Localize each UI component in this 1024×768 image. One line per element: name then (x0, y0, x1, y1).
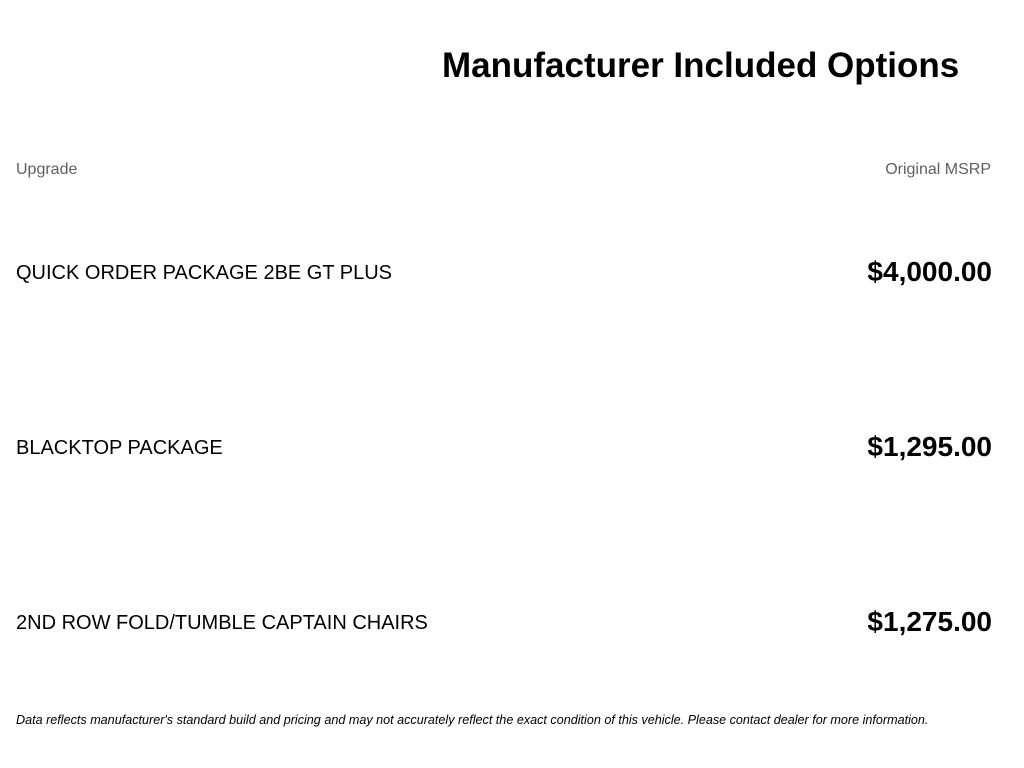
option-price: $4,000.00 (867, 256, 992, 287)
option-price: $1,295.00 (867, 431, 992, 462)
option-row (16, 427, 992, 467)
msrp-column-header: Original MSRP (885, 161, 991, 178)
option-price: $1,275.00 (867, 606, 992, 637)
option-row (16, 602, 992, 642)
option-name: 2ND ROW FOLD/TUMBLE CAPTAIN CHAIRS (16, 612, 428, 634)
page-title: Manufacturer Included Options (442, 46, 960, 85)
option-name: QUICK ORDER PACKAGE 2BE GT PLUS (16, 262, 393, 284)
option-name: BLACKTOP PACKAGE (16, 437, 223, 459)
disclaimer-text: Data reflects manufacturer's standard build and pricing and may not accurately reflect the exact condition of this vehicle. Please contact dealer for more information. (16, 713, 929, 727)
upgrade-column-header: Upgrade (16, 161, 78, 178)
option-row (16, 252, 992, 292)
